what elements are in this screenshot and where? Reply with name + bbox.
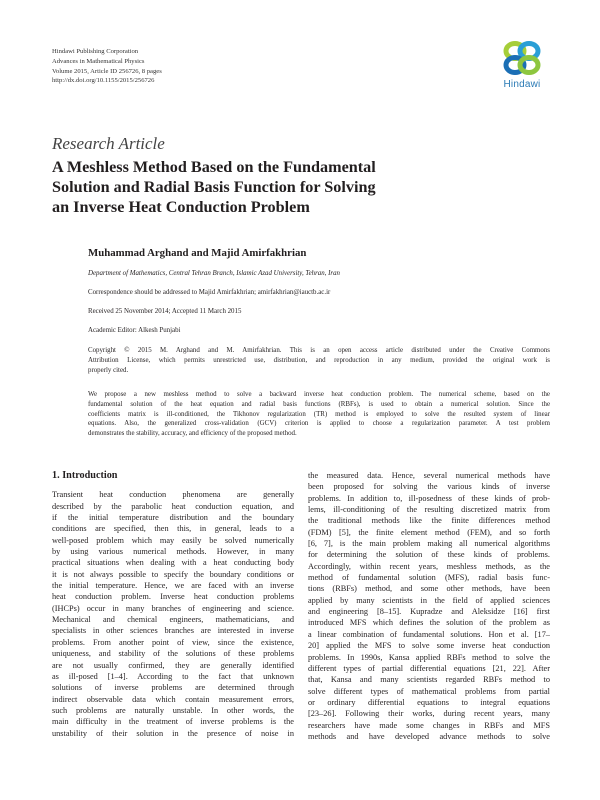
journal-name: Advances in Mathematical Physics <box>52 57 145 65</box>
hindawi-rings-icon <box>500 40 544 78</box>
body-text-line: problems. In addition to, ill-posedness of these kinds of prob- <box>308 493 550 503</box>
body-text-line: the initial temperature. Hence, we are faced with an inverse <box>52 581 294 591</box>
body-text-line: been proposed for solving the various kinds of inverse <box>308 482 550 492</box>
body-text-line: lems, ill-conditioning of the resulting discretized matrix from <box>308 505 550 515</box>
author-list: Muhammad Arghand and Majid Amirfakhrian <box>88 247 307 259</box>
author-affiliation: Department of Mathematics, Central Tehran Branch, Islamic Azad University, Tehran, Iran <box>88 270 341 277</box>
body-text-line: heat conduction problem. Inverse heat conduction problems <box>52 592 294 602</box>
body-text-line: the traditional methods like the finite differences method <box>308 516 550 526</box>
body-text-line: (FDM) [5], the finite element method (FEM), and so forth <box>308 527 550 537</box>
body-text-line: practical situations when dealing with a heat conducting body <box>52 558 294 568</box>
body-text-line: 20] applied the MFS to solve some inverse heat conduction <box>308 641 550 651</box>
abstract-line: coefficients matrix is ill-conditioned, the Tikhonov regularization (TR) method is employed to solve the resulted system of linear <box>88 410 550 418</box>
abstract-line: demonstrates the stability, accuracy, and efficiency of the proposed method. <box>88 430 297 438</box>
body-text-line: introduced MFS which defines the solution of the problem as <box>308 618 550 628</box>
body-text-line: indirect observable data which contain measurement errors, <box>52 694 294 704</box>
section-heading: 1. Introduction <box>52 470 118 481</box>
body-text-line: solve different types of mathematical problems from partial <box>308 686 550 696</box>
title-line: A Meshless Method Based on the Fundamental <box>52 158 376 176</box>
article-title <box>52 157 376 217</box>
body-text-line: main difficulty in the treatment of inverse problems is the <box>52 717 294 727</box>
body-text-line: different types of partial differential equations [21, 22]. After <box>308 663 550 673</box>
body-text-line: method of fundamental solution (MFS), radial basis func- <box>308 573 550 583</box>
academic-editor: Academic Editor: Alkesh Punjabi <box>88 327 181 334</box>
body-text-line: tions (RBFs) method, and some other methods, have been <box>308 584 550 594</box>
abstract-line: We propose a new meshless method to solve a backward inverse heat conduction problem. The numerical scheme, based on the <box>88 391 550 398</box>
body-text-line: methods and have developed advance methods to solve <box>308 731 550 741</box>
body-text-line: as ill-posed [1–4]. According to the fact that unknown <box>52 671 294 681</box>
body-text-line: [6, 7], is the main problem making all numerical algorithms <box>308 539 550 549</box>
body-text-line: Transient heat conduction phenomena are generally <box>52 490 294 500</box>
body-text-line: described by the parabolic heat conduction equation, and <box>52 501 294 511</box>
abstract <box>88 390 550 439</box>
body-text-line: if the initial temperature distribution and the boundary <box>52 513 294 523</box>
volume-info: Volume 2015, Article ID 256726, 8 pages <box>52 67 162 75</box>
body-text-line: problems. From another point of view, since the existence, <box>52 637 294 647</box>
publisher-name: Hindawi Publishing Corporation <box>52 48 139 55</box>
journal-header <box>52 47 312 86</box>
left-column-body <box>52 489 294 739</box>
abstract-line: equations. Also, the generalized cross-validation (GCV) criterion is applied to choose a regularization parameter. A test problem <box>88 420 550 428</box>
body-text-line: that, Kansa and many scientists regarded RBFs method to <box>308 675 550 685</box>
doi-link[interactable]: http://dx.doi.org/10.1155/2015/256726 <box>52 77 155 85</box>
body-text-line: or ordinary differential equations to integral equations <box>308 697 550 707</box>
copyright-line: Copyright © 2015 M. Arghand and M. Amirfakhrian. This is an open access article distributed under the Creative Commons <box>88 347 550 354</box>
right-column <box>308 470 550 742</box>
body-text-line: well-posed problem which may easily be solved numerically <box>52 535 294 545</box>
body-text-line: specialists in other sciences branches are interested in inverse <box>52 626 294 636</box>
hindawi-wordmark: Hindawi <box>503 79 541 90</box>
copyright-line: properly cited. <box>88 366 129 374</box>
left-column <box>52 470 294 739</box>
body-text-line: problems. In 1990s, Kansa applied RBFs method to solve the <box>308 652 550 662</box>
correspondence: Correspondence should be addressed to Majid Amirfakhrian; amirfakhrian@iauctb.ac.ir <box>88 289 331 296</box>
body-text-line: a linear combination of fundamental solutions. Hon et al. [17– <box>308 629 550 639</box>
right-column-body <box>308 470 550 742</box>
body-text-line: uniqueness, and stability of the solutions of these problems <box>52 649 294 659</box>
body-text-line: conditions are specified, then this, in general, leads to a <box>52 524 294 534</box>
body-text-line: Mechanical and chemical engineers, mathematicians, and <box>52 615 294 625</box>
body-text-line: [23–26]. Following their works, during recent years, many <box>308 709 550 719</box>
body-text-line: (IHCPs) occur in many branches of engineering and science. <box>52 603 294 613</box>
body-text-line: and engineering [8–15]. Kupradze and Aleksidze [16] first <box>308 607 550 617</box>
body-text-line: the measured data. Hence, several numerical methods have <box>308 471 550 480</box>
abstract-line: fundamental solution of the heat equation and radial basis functions (RBFs), is used to obtain a numerical solution. Since the <box>88 400 550 408</box>
body-text-line: unstability of their solution in the presence of noise in <box>52 728 294 738</box>
title-line: an Inverse Heat Conduction Problem <box>52 198 310 216</box>
hindawi-logo <box>494 40 550 90</box>
body-text-line: such problems are naturally unstable. In other words, the <box>52 705 294 715</box>
body-text-line: applied by many scientists in the field of applied sciences <box>308 595 550 605</box>
body-text-line: by using various numerical methods. However, in many <box>52 547 294 557</box>
body-text-line: are not usually confirmed, they are generally identified <box>52 660 294 670</box>
body-text-line: solutions of inverse problems are determined through <box>52 683 294 693</box>
received-accepted-dates: Received 25 November 2014; Accepted 11 March 2015 <box>88 308 242 315</box>
body-text-line: for determining the solution of these kinds of problems. <box>308 550 550 560</box>
body-text-line: Accordingly, within recent years, meshless methods, as the <box>308 561 550 571</box>
article-type: Research Article <box>52 134 165 153</box>
copyright-notice <box>88 346 550 375</box>
body-text-line: it is not always possible to specify the boundary conditions or <box>52 569 294 579</box>
title-line: Solution and Radial Basis Function for Solving <box>52 178 376 196</box>
copyright-line: Attribution License, which permits unrestricted use, distribution, and reproduction in any medium, provided the original work is <box>88 356 550 364</box>
body-text-line: researchers have made some changes in RBFs and MFS <box>308 720 550 730</box>
